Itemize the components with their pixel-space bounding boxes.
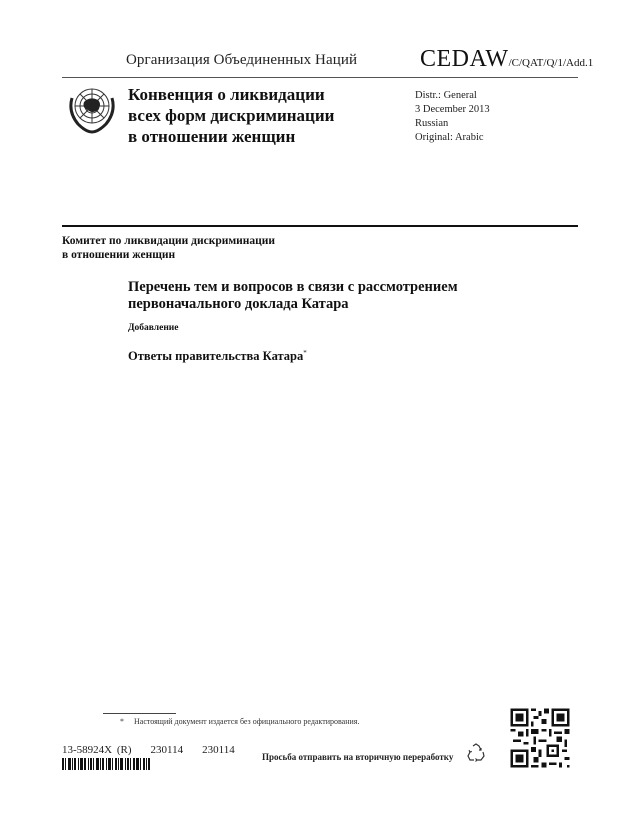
title-line: первоначального доклада Катара (128, 296, 349, 312)
organization-name: Организация Объединенных Наций (126, 52, 358, 68)
committee-line: в отношении женщин (62, 249, 176, 261)
qr-code-icon (508, 706, 572, 770)
language-line: Russian (415, 118, 449, 129)
convention-title-line: Конвенция о ликвидации (128, 85, 325, 104)
convention-title-line: в отношении женщин (128, 127, 296, 146)
section-divider (62, 225, 578, 227)
footnote (120, 717, 359, 726)
distribution-line: Distr.: General (415, 90, 477, 101)
symbol-suffix: /C/QAT/Q/1/Add.1 (508, 57, 594, 69)
header-divider (62, 77, 578, 78)
document-symbol (420, 46, 593, 73)
symbol-main: CEDAW (420, 46, 509, 72)
convention-title (128, 84, 334, 147)
un-emblem-icon (64, 80, 120, 136)
convention-title-line: всех форм дискриминации (128, 106, 335, 125)
distribution-block (415, 89, 490, 145)
replies-text: Ответы правительства Катара (128, 349, 304, 364)
committee-line: Комитет по ликвидации дискриминации (62, 235, 276, 247)
footnote-divider (103, 713, 176, 714)
addendum-label: Добавление (128, 323, 179, 333)
recycle-icon (465, 742, 487, 764)
replies-heading (128, 349, 307, 364)
footnote-text: Настоящий документ издается без официального редактирования. (134, 717, 360, 726)
footnote-mark: * (120, 717, 124, 726)
title-line: Перечень тем и вопросов в связи с рассмотрением (128, 279, 458, 295)
barcode-icon (62, 758, 172, 770)
committee-name (62, 234, 275, 262)
date-line: 3 December 2013 (415, 104, 490, 115)
footnote-reference: * (303, 349, 307, 357)
document-title (128, 279, 458, 313)
job-number: 13-58924X (R) 230114 230114 (62, 744, 235, 756)
original-language-line: Original: Arabic (415, 132, 484, 143)
recycle-notice: Просьба отправить на вторичную переработку (262, 752, 454, 762)
